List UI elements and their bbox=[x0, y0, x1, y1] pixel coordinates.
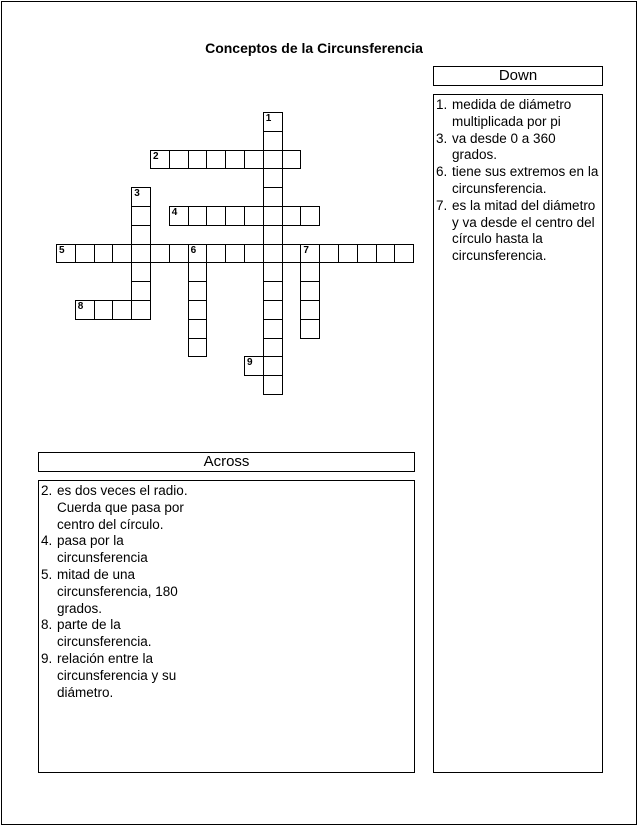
crossword-cell[interactable] bbox=[188, 338, 208, 358]
crossword-cell[interactable] bbox=[188, 262, 208, 282]
crossword-cell[interactable] bbox=[263, 300, 283, 320]
crossword-cell[interactable] bbox=[357, 244, 377, 264]
clue-text: va desde 0 a 360 grados. bbox=[452, 130, 556, 163]
crossword-cell[interactable] bbox=[282, 150, 302, 170]
clue-text: es la mitad del diámetro y va desde el centro del círculo hasta la circunsferencia. bbox=[452, 197, 596, 264]
crossword-cell[interactable] bbox=[263, 281, 283, 301]
crossword-cell[interactable] bbox=[188, 206, 208, 226]
down-clues-box bbox=[433, 94, 603, 773]
crossword-cell[interactable] bbox=[244, 150, 264, 170]
crossword-cell[interactable] bbox=[263, 338, 283, 358]
cell-number: 3 bbox=[134, 188, 140, 200]
crossword-cell[interactable] bbox=[131, 206, 151, 226]
clue-text: mitad de una circunsferencia, 180 grados. bbox=[57, 566, 178, 616]
crossword-cell[interactable] bbox=[394, 244, 414, 264]
crossword-cell[interactable] bbox=[263, 187, 283, 207]
cell-number: 9 bbox=[247, 357, 253, 369]
clue-number: 8. bbox=[41, 617, 53, 633]
down-header: Down bbox=[433, 66, 603, 86]
crossword-cell[interactable] bbox=[150, 150, 170, 170]
crossword-cell[interactable] bbox=[225, 244, 245, 264]
crossword-cell[interactable] bbox=[169, 206, 189, 226]
clue-text: tiene sus extremos en la circunsferencia. bbox=[452, 164, 599, 196]
crossword-cell[interactable] bbox=[225, 150, 245, 170]
crossword-cell[interactable] bbox=[263, 319, 283, 339]
crossword-cell[interactable] bbox=[282, 206, 302, 226]
crossword-cell[interactable] bbox=[282, 244, 302, 264]
clue-number: 6. bbox=[436, 164, 448, 180]
crossword-cell[interactable] bbox=[263, 262, 283, 282]
clue-text: relación entre la circunsferencia y su diámetro. bbox=[57, 650, 177, 700]
crossword-cell[interactable] bbox=[131, 281, 151, 301]
clue-number: 2. bbox=[41, 483, 53, 498]
down-clue bbox=[436, 131, 602, 165]
crossword-cell[interactable] bbox=[56, 244, 76, 264]
clue-text: es dos veces el radio. Cuerda que pasa por centro del círculo. bbox=[57, 483, 188, 532]
crossword-cell[interactable] bbox=[131, 300, 151, 320]
down-clue bbox=[436, 198, 602, 265]
across-clue bbox=[41, 567, 211, 617]
cell-number: 7 bbox=[303, 244, 309, 256]
crossword-cell[interactable] bbox=[244, 356, 264, 376]
crossword-cell[interactable] bbox=[244, 244, 264, 264]
crossword-cell[interactable] bbox=[263, 131, 283, 151]
crossword-cell[interactable] bbox=[206, 206, 226, 226]
crossword-cell[interactable] bbox=[338, 244, 358, 264]
crossword-cell[interactable] bbox=[244, 206, 264, 226]
crossword-cell[interactable] bbox=[300, 262, 320, 282]
crossword-cell[interactable] bbox=[300, 206, 320, 226]
crossword-cell[interactable] bbox=[300, 300, 320, 320]
cell-number: 4 bbox=[171, 207, 178, 218]
clue-text: pasa por la circunsferencia bbox=[57, 533, 148, 566]
clue-text: medida de diámetro multiplicada por pi bbox=[452, 97, 572, 129]
cell-number: 2 bbox=[153, 150, 159, 162]
crossword-cell[interactable] bbox=[263, 225, 283, 245]
down-clue bbox=[436, 164, 602, 198]
crossword-cell[interactable] bbox=[376, 244, 396, 264]
cell-number: 5 bbox=[59, 244, 65, 256]
crossword-cell[interactable] bbox=[263, 244, 283, 264]
crossword-cell[interactable] bbox=[188, 244, 208, 264]
crossword-cell[interactable] bbox=[169, 150, 189, 170]
crossword-cell[interactable] bbox=[75, 244, 95, 264]
across-clue bbox=[41, 533, 211, 567]
crossword-cell[interactable] bbox=[263, 206, 283, 226]
cell-number: 8 bbox=[77, 301, 84, 312]
cell-number: 1 bbox=[265, 113, 272, 124]
across-clue bbox=[41, 617, 211, 651]
down-clue bbox=[436, 97, 602, 131]
crossword-cell[interactable] bbox=[94, 244, 114, 264]
crossword-cell[interactable] bbox=[94, 300, 114, 320]
crossword-cell[interactable] bbox=[150, 244, 170, 264]
crossword-cell[interactable] bbox=[131, 244, 151, 264]
crossword-cell[interactable] bbox=[131, 187, 151, 207]
crossword-cell[interactable] bbox=[206, 244, 226, 264]
clue-number: 4. bbox=[41, 533, 53, 549]
clue-text: parte de la circunsferencia. bbox=[57, 617, 152, 650]
crossword-cell[interactable] bbox=[263, 356, 283, 376]
across-header: Across bbox=[38, 452, 415, 472]
crossword-cell[interactable] bbox=[263, 168, 283, 188]
crossword-cell[interactable] bbox=[75, 300, 95, 320]
across-clue bbox=[41, 483, 211, 533]
across-clue bbox=[41, 651, 211, 701]
crossword-cell[interactable] bbox=[206, 150, 226, 170]
crossword-cell[interactable] bbox=[188, 319, 208, 339]
crossword-cell[interactable] bbox=[300, 281, 320, 301]
crossword-cell[interactable] bbox=[263, 150, 283, 170]
page-title: Conceptos de la Circunsferencia bbox=[205, 40, 423, 56]
clue-number: 3. bbox=[436, 130, 448, 146]
clue-number: 9. bbox=[41, 650, 53, 666]
crossword-cell[interactable] bbox=[188, 150, 208, 170]
crossword-cell[interactable] bbox=[112, 244, 132, 264]
crossword-cell[interactable] bbox=[112, 300, 132, 320]
crossword-cell[interactable] bbox=[131, 262, 151, 282]
across-clues-box bbox=[38, 480, 415, 773]
crossword-cell[interactable] bbox=[225, 206, 245, 226]
cell-number: 6 bbox=[190, 244, 197, 256]
crossword-cell[interactable] bbox=[188, 281, 208, 301]
clue-number: 5. bbox=[41, 566, 53, 582]
crossword-cell[interactable] bbox=[300, 244, 320, 264]
crossword-cell[interactable] bbox=[263, 112, 283, 132]
crossword-cell[interactable] bbox=[263, 375, 283, 395]
crossword-cell[interactable] bbox=[319, 244, 339, 264]
crossword-cell[interactable] bbox=[169, 244, 189, 264]
clue-number: 7. bbox=[436, 197, 448, 213]
crossword-cell[interactable] bbox=[188, 300, 208, 320]
crossword-cell[interactable] bbox=[131, 225, 151, 245]
clue-number: 1. bbox=[436, 97, 448, 112]
crossword-cell[interactable] bbox=[300, 319, 320, 339]
